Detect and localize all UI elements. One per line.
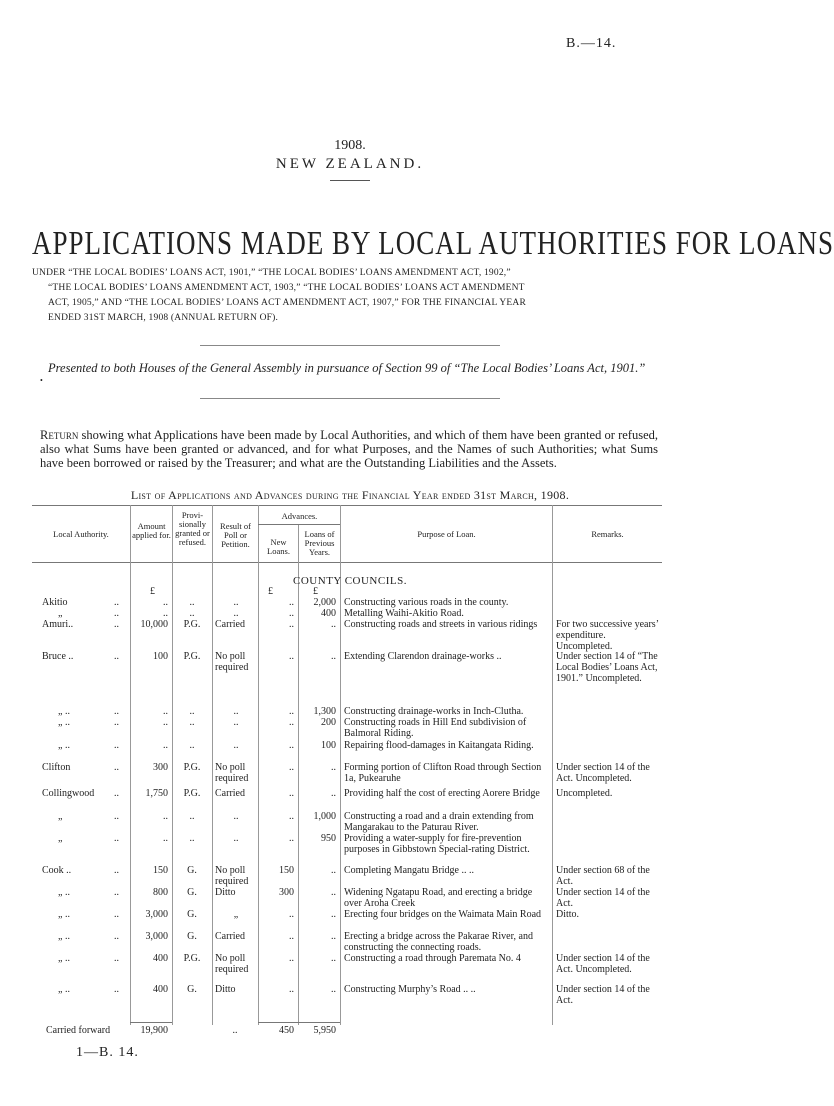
row-result: No poll required: [215, 651, 249, 673]
row-provisional: P.G.: [183, 788, 201, 799]
row-provisional: ..: [189, 740, 195, 751]
row-provisional: P.G.: [183, 762, 201, 773]
row-new-loans: ..: [289, 762, 294, 773]
row-amount: ..: [163, 740, 168, 751]
row-purpose: Constructing a road and a drain extending from Mangarakau to the Paturau River.: [344, 811, 534, 833]
row-authority: Amuri..: [42, 619, 74, 630]
row-remarks: Ditto.: [556, 909, 580, 920]
row-result: ..: [233, 717, 239, 728]
document-title: APPLICATIONS MADE BY LOCAL AUTHORITIES FOR LOANS: [32, 224, 834, 262]
row-previous-loans: ..: [331, 953, 336, 964]
row-result: ..: [233, 740, 239, 751]
row-leader: ..: [114, 651, 119, 662]
row-remarks: Under section 14 of the Act.: [556, 984, 650, 1006]
row-previous-loans: ..: [331, 909, 336, 920]
subtitle-line: ENDED 31ST MARCH, 1908 (ANNUAL RETURN OF).: [48, 313, 279, 323]
row-result: ..: [233, 608, 239, 619]
row-authority: „ ..: [58, 740, 70, 751]
row-remarks: Under section 14 of the Act. Uncompleted.: [556, 762, 650, 784]
row-previous-loans: ..: [331, 931, 336, 942]
year: 1908.: [334, 138, 366, 153]
row-result: Carried: [215, 619, 245, 630]
row-purpose: Erecting four bridges on the Waimata Main Road: [344, 909, 542, 920]
row-previous-loans: ..: [331, 762, 336, 773]
row-leader: ..: [114, 865, 119, 876]
row-leader: ..: [114, 887, 119, 898]
row-provisional: G.: [187, 984, 197, 995]
row-new-loans: ..: [289, 909, 294, 920]
row-amount: 300: [153, 762, 168, 773]
row-new-loans: ..: [289, 811, 294, 822]
row-provisional: G.: [187, 931, 197, 942]
row-provisional: P.G.: [183, 953, 201, 964]
row-provisional: G.: [187, 865, 197, 876]
currency-symbol: £: [150, 586, 155, 597]
row-purpose: Forming portion of Clifton Road through Section 1a, Pukearuhe: [344, 762, 542, 784]
row-amount: ..: [163, 717, 168, 728]
row-amount: ..: [163, 608, 168, 619]
row-purpose: Completing Mangatu Bridge .. ..: [344, 865, 474, 876]
row-amount: 10,000: [140, 619, 168, 630]
row-purpose: Constructing roads in Hill End subdivision of Balmoral Riding.: [344, 717, 527, 739]
header-previous-loans: Loans of Previous Years.: [304, 529, 335, 557]
row-previous-loans: 100: [321, 740, 336, 751]
row-provisional: ..: [189, 833, 195, 844]
row-amount: ..: [163, 833, 168, 844]
row-purpose: Extending Clarendon drainage-works ..: [344, 651, 502, 662]
country: NEW ZEALAND.: [275, 156, 425, 172]
row-leader: ..: [114, 931, 119, 942]
total-rule: [130, 1022, 172, 1023]
row-amount: 400: [153, 984, 168, 995]
row-new-loans: ..: [289, 984, 294, 995]
row-result: „: [233, 909, 239, 920]
row-authority: Cook ..: [42, 865, 72, 876]
row-remarks: Under section 14 of the Act. Uncompleted.: [556, 953, 650, 975]
document-subtitle: [32, 266, 672, 326]
row-result: Carried: [215, 931, 245, 942]
header-provisional: Provi- sionally granted or refused.: [175, 510, 210, 547]
row-provisional: ..: [189, 597, 195, 608]
header-result: Result of Poll or Petition.: [220, 521, 251, 549]
row-new-loans: ..: [289, 788, 294, 799]
subtitle-line: “THE LOCAL BODIES’ LOANS AMENDMENT ACT, 1903,” “THE LOCAL BODIES’ LOANS ACT AMENDMENT: [48, 283, 525, 293]
row-previous-loans: ..: [331, 619, 336, 630]
row-leader: ..: [114, 597, 119, 608]
carried-forward-label: Carried forward: [46, 1025, 111, 1036]
row-leader: ..: [114, 762, 119, 773]
row-previous-loans: ..: [331, 651, 336, 662]
row-new-loans: ..: [289, 953, 294, 964]
row-purpose: Widening Ngatapu Road, and erecting a bridge over Aroha Creek: [344, 887, 533, 909]
row-previous-loans: 1,000: [313, 811, 336, 822]
row-provisional: ..: [189, 608, 195, 619]
row-leader: ..: [114, 608, 119, 619]
row-purpose: Constructing roads and streets in various ridings: [344, 619, 538, 630]
row-result: ..: [233, 811, 239, 822]
row-new-loans: ..: [289, 619, 294, 630]
list-heading: List of Applications and Advances during the Financial Year ended 31st March, 1908.: [130, 488, 570, 502]
row-new-loans: ..: [289, 931, 294, 942]
row-new-loans: ..: [289, 740, 294, 751]
row-leader: ..: [114, 706, 119, 717]
row-leader: ..: [114, 619, 119, 630]
header-amount: Amount applied for.: [132, 521, 171, 540]
row-result: No poll required: [215, 865, 249, 887]
row-authority: „ ..: [58, 717, 70, 728]
currency-symbol: £: [313, 586, 318, 597]
row-authority: Collingwood: [42, 788, 95, 799]
currency-symbol: £: [268, 586, 273, 597]
row-result: Ditto: [215, 984, 236, 995]
row-leader: ..: [114, 953, 119, 964]
row-previous-loans: ..: [331, 865, 336, 876]
row-leader: ..: [114, 984, 119, 995]
row-provisional: P.G.: [183, 651, 201, 662]
row-leader: ..: [114, 909, 119, 920]
row-new-loans: ..: [289, 651, 294, 662]
row-result: ..: [233, 706, 239, 717]
row-amount: 3,000: [145, 909, 168, 920]
section-heading: COUNTY COUNCILS.: [293, 575, 407, 587]
row-new-loans: 300: [279, 887, 294, 898]
row-result: ..: [233, 833, 239, 844]
row-new-loans: ..: [289, 706, 294, 717]
carried-forward-new: 450: [279, 1025, 294, 1036]
row-authority: Akitio: [42, 597, 68, 608]
return-text: showing what Applications have been made by Local Authorities, and which of them have been granted or refused, also what Sums have been granted or advanced, and for what Purposes, and the Names of such Authorities; what Sums have been borrowed or raised by the Treasurer; and what are the Outstanding Liabilities and the Assets.: [40, 428, 658, 470]
row-amount: 100: [153, 651, 168, 662]
row-purpose: Metalling Waihi-Akitio Road.: [344, 608, 464, 619]
row-previous-loans: 200: [321, 717, 336, 728]
bullet-mark: •: [40, 376, 43, 385]
subtitle-line: UNDER “THE LOCAL BODIES’ LOANS ACT, 1901,” “THE LOCAL BODIES’ LOANS AMENDMENT ACT, 1902,”: [32, 268, 511, 278]
row-leader: ..: [114, 788, 119, 799]
row-purpose: Constructing various roads in the county.: [344, 597, 509, 608]
row-authority: „ ..: [58, 706, 70, 717]
return-lead: Return: [40, 428, 79, 442]
row-new-loans: ..: [289, 608, 294, 619]
total-rule: [258, 1022, 340, 1023]
table-header-rule: [32, 562, 662, 563]
row-leader: ..: [114, 740, 119, 751]
page-footer: 1—B. 14.: [76, 1045, 139, 1060]
row-provisional: G.: [187, 887, 197, 898]
row-previous-loans: ..: [331, 887, 336, 898]
header-new-loans: New Loans.: [267, 537, 290, 556]
row-purpose: Providing a water-supply for fire-prevention purposes in Gibbstown Special-rating District.: [344, 833, 530, 855]
row-remarks: Under section 14 of the Act.: [556, 887, 650, 909]
row-provisional: ..: [189, 717, 195, 728]
row-authority: Bruce ..: [42, 651, 74, 662]
row-amount: 1,750: [145, 788, 168, 799]
carried-forward-prov: ..: [232, 1025, 238, 1036]
row-remarks: Uncompleted.: [556, 788, 613, 799]
row-authority: „: [58, 833, 63, 844]
row-new-loans: 150: [279, 865, 294, 876]
row-provisional: ..: [189, 811, 195, 822]
header-purpose: Purpose of Loan.: [417, 529, 476, 539]
subtitle-line: ACT, 1905,” AND “THE LOCAL BODIES’ LOANS ACT AMENDMENT ACT, 1907,” FOR THE FINANCIAL YEAR: [48, 298, 527, 308]
row-purpose: Erecting a bridge across the Pakarae River, and constructing the connecting roads.: [344, 931, 533, 953]
row-new-loans: ..: [289, 597, 294, 608]
table-top-rule: [32, 505, 662, 506]
row-authority: „ ..: [58, 909, 70, 920]
row-remarks: For two successive years’ expenditure. Uncompleted.: [556, 619, 659, 652]
row-amount: 800: [153, 887, 168, 898]
row-result: No poll required: [215, 953, 249, 975]
row-authority: „ ..: [58, 931, 70, 942]
row-previous-loans: 950: [321, 833, 336, 844]
presented-note: Presented to both Houses of the General Assembly in pursuance of Section 99 of “The Local Bodies’ Loans Act, 1901.”: [48, 361, 646, 375]
row-remarks: Under section 68 of the Act.: [556, 865, 650, 887]
row-authority: „ ..: [58, 887, 70, 898]
row-amount: ..: [163, 597, 168, 608]
row-authority: „ ..: [58, 984, 70, 995]
row-result: Carried: [215, 788, 245, 799]
divider: [200, 398, 500, 399]
carried-forward-amount: 19,900: [140, 1025, 168, 1036]
row-purpose: Constructing drainage-works in Inch-Clutha.: [344, 706, 524, 717]
return-description: [40, 428, 658, 470]
row-remarks: Under section 14 of “The Local Bodies’ Loans Act, 1901.” Uncompleted.: [556, 651, 658, 684]
row-purpose: Providing half the cost of erecting Aorere Bridge: [344, 788, 540, 799]
row-new-loans: ..: [289, 717, 294, 728]
row-authority: „ ..: [58, 953, 70, 964]
row-amount: ..: [163, 706, 168, 717]
page-reference: B.—14.: [566, 36, 617, 51]
header-advances: Advances.: [281, 511, 318, 521]
row-previous-loans: 1,300: [313, 706, 336, 717]
row-amount: ..: [163, 811, 168, 822]
row-result: No poll required: [215, 762, 249, 784]
row-amount: 150: [153, 865, 168, 876]
row-previous-loans: 400: [321, 608, 336, 619]
advances-rule: [258, 524, 340, 525]
header-remarks: Remarks.: [591, 529, 624, 539]
row-purpose: Constructing a road through Paremata No. 4: [344, 953, 521, 964]
row-provisional: G.: [187, 909, 197, 920]
row-amount: 400: [153, 953, 168, 964]
divider: [330, 180, 370, 181]
row-purpose: Constructing Murphy’s Road .. ..: [344, 984, 476, 995]
header-authority: Local Authority.: [53, 529, 109, 539]
row-leader: ..: [114, 811, 119, 822]
row-leader: ..: [114, 717, 119, 728]
divider: [200, 345, 500, 346]
row-new-loans: ..: [289, 833, 294, 844]
row-authority: „: [58, 608, 63, 619]
row-result: Ditto: [215, 887, 236, 898]
row-result: ..: [233, 597, 239, 608]
row-provisional: ..: [189, 706, 195, 717]
row-purpose: Repairing flood-damages in Kaitangata Riding.: [344, 740, 534, 751]
row-previous-loans: ..: [331, 788, 336, 799]
row-leader: ..: [114, 833, 119, 844]
row-provisional: P.G.: [183, 619, 201, 630]
row-previous-loans: 2,000: [313, 597, 336, 608]
row-authority: „: [58, 811, 63, 822]
row-previous-loans: ..: [331, 984, 336, 995]
carried-forward-previous: 5,950: [313, 1025, 336, 1036]
row-amount: 3,000: [145, 931, 168, 942]
row-authority: Clifton: [42, 762, 71, 773]
